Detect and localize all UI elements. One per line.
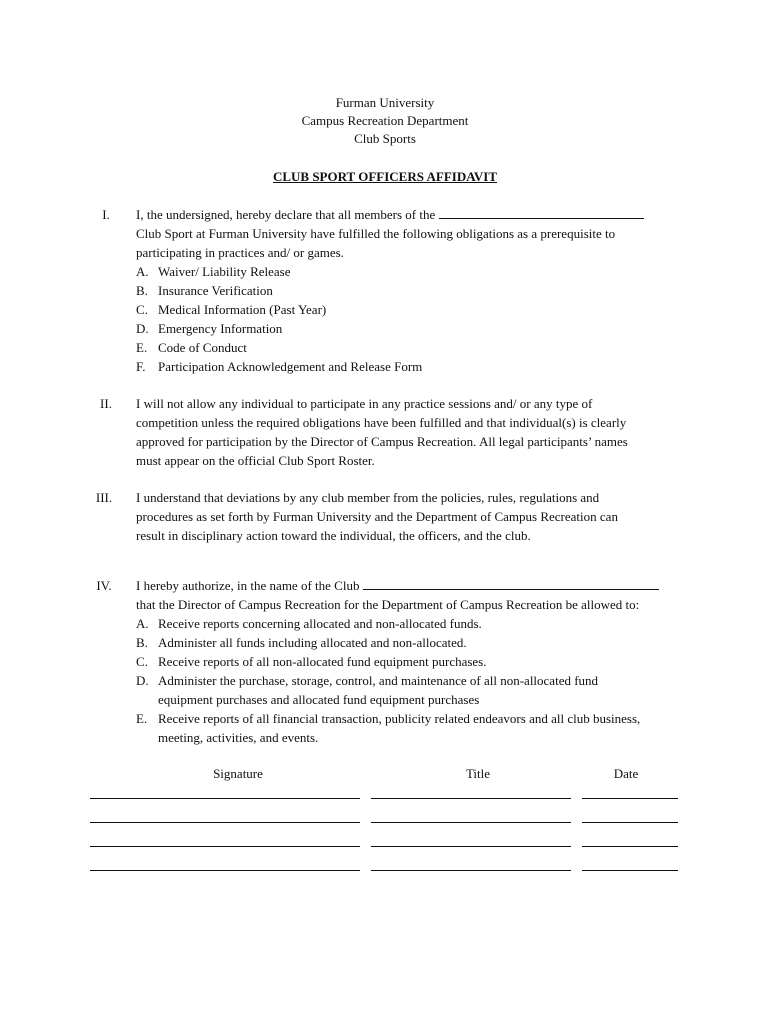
section-1-line-3: participating in practices and/ or games. — [136, 245, 344, 260]
list-text: Receive reports of all non-allocated fund equipment purchases. — [158, 654, 487, 669]
section-1-numeral: I. — [102, 207, 110, 222]
section-2-line-3: approved for participation by the Director of Campus Recreation. All legal participants’ names — [136, 434, 628, 449]
list-text: Administer all funds including allocated and non-allocated. — [158, 635, 467, 650]
list-letter: F. — [136, 359, 146, 374]
date-line[interactable] — [582, 798, 678, 799]
title-line[interactable] — [371, 846, 571, 847]
section-4-paragraph — [136, 576, 696, 614]
header-club-sports: Club Sports — [354, 131, 416, 146]
section-4-line-1 — [136, 576, 696, 595]
list-text: Receive reports concerning allocated and non-allocated funds. — [158, 616, 482, 631]
signature-line[interactable] — [90, 870, 360, 871]
list-text: Emergency Information — [158, 321, 283, 336]
list-letter: A. — [136, 264, 149, 279]
list-item — [136, 319, 696, 338]
document-title: CLUB SPORT OFFICERS AFFIDAVIT — [272, 169, 498, 184]
section-3-paragraph — [136, 488, 696, 545]
list-letter: D. — [136, 321, 149, 336]
section-3-line-3: result in disciplinary action toward the individual, the officers, and the club. — [136, 528, 531, 543]
list-text: Waiver/ Liability Release — [158, 264, 291, 279]
list-item — [136, 671, 696, 709]
list-letter: E. — [136, 340, 148, 355]
list-text-continued: equipment purchases and allocated fund equipment purchases — [158, 692, 480, 707]
section-4-list — [136, 614, 696, 747]
title-line[interactable] — [371, 822, 571, 823]
section-2-paragraph — [136, 394, 696, 470]
section-1-paragraph — [136, 205, 696, 262]
header-department: Campus Recreation Department — [301, 113, 469, 128]
header-university: Furman University — [335, 95, 435, 110]
list-item — [136, 281, 696, 300]
section-3-line-1: I understand that deviations by any club member from the policies, rules, regulations and — [136, 490, 600, 505]
list-item — [136, 300, 696, 319]
section-2-line-1: I will not allow any individual to participate in any practice sessions and/ or any type of — [136, 396, 593, 411]
list-item — [136, 338, 696, 357]
section-1-line-1-text: I, the undersigned, hereby declare that all members of the — [136, 207, 436, 222]
list-item — [136, 709, 696, 747]
list-letter: C. — [136, 654, 148, 669]
date-line[interactable] — [582, 846, 678, 847]
signature-line[interactable] — [90, 798, 360, 799]
list-letter: B. — [136, 635, 148, 650]
section-4-line-1-text: I hereby authorize, in the name of the Club — [136, 578, 360, 593]
list-letter: C. — [136, 302, 148, 317]
list-letter: B. — [136, 283, 148, 298]
signature-line[interactable] — [90, 846, 360, 847]
section-2-line-4: must appear on the official Club Sport Roster. — [136, 453, 375, 468]
list-text-continued: meeting, activities, and events. — [158, 730, 319, 745]
section-1-line-1 — [136, 205, 696, 224]
date-line[interactable] — [582, 870, 678, 871]
list-text: Medical Information (Past Year) — [158, 302, 327, 317]
list-item — [136, 357, 696, 376]
date-column-header: Date — [613, 766, 639, 781]
list-text: Receive reports of all financial transaction, publicity related endeavors and all club business, — [158, 711, 641, 726]
list-text: Administer the purchase, storage, control, and maintenance of all non-allocated fund — [158, 673, 599, 688]
section-1-list — [136, 262, 696, 376]
club-authorize-blank[interactable] — [363, 576, 659, 590]
list-letter: D. — [136, 673, 149, 688]
list-item — [136, 652, 696, 671]
section-4-line-2: that the Director of Campus Recreation for the Department of Campus Recreation be allowed to: — [136, 597, 640, 612]
section-3-numeral: III. — [95, 490, 113, 505]
section-2-numeral: II. — [100, 396, 112, 411]
section-1-line-2: Club Sport at Furman University have fulfilled the following obligations as a prerequisite to — [136, 226, 616, 241]
section-2-line-2: competition unless the required obligations have been fulfilled and that individual(s) is clearly — [136, 415, 627, 430]
club-name-blank[interactable] — [439, 205, 644, 219]
section-3-line-2: procedures as set forth by Furman University and the Department of Campus Recreation can — [136, 509, 618, 524]
list-text: Participation Acknowledgement and Release Form — [158, 359, 423, 374]
section-4-numeral: IV. — [96, 578, 112, 593]
list-text: Insurance Verification — [158, 283, 273, 298]
list-item — [136, 262, 696, 281]
signature-line[interactable] — [90, 822, 360, 823]
title-line[interactable] — [371, 870, 571, 871]
date-line[interactable] — [582, 822, 678, 823]
signature-column-header: Signature — [213, 766, 263, 781]
list-text: Code of Conduct — [158, 340, 247, 355]
title-line[interactable] — [371, 798, 571, 799]
list-item — [136, 614, 696, 633]
list-letter: E. — [136, 711, 148, 726]
list-letter: A. — [136, 616, 149, 631]
title-column-header: Title — [465, 766, 491, 781]
list-item — [136, 633, 696, 652]
